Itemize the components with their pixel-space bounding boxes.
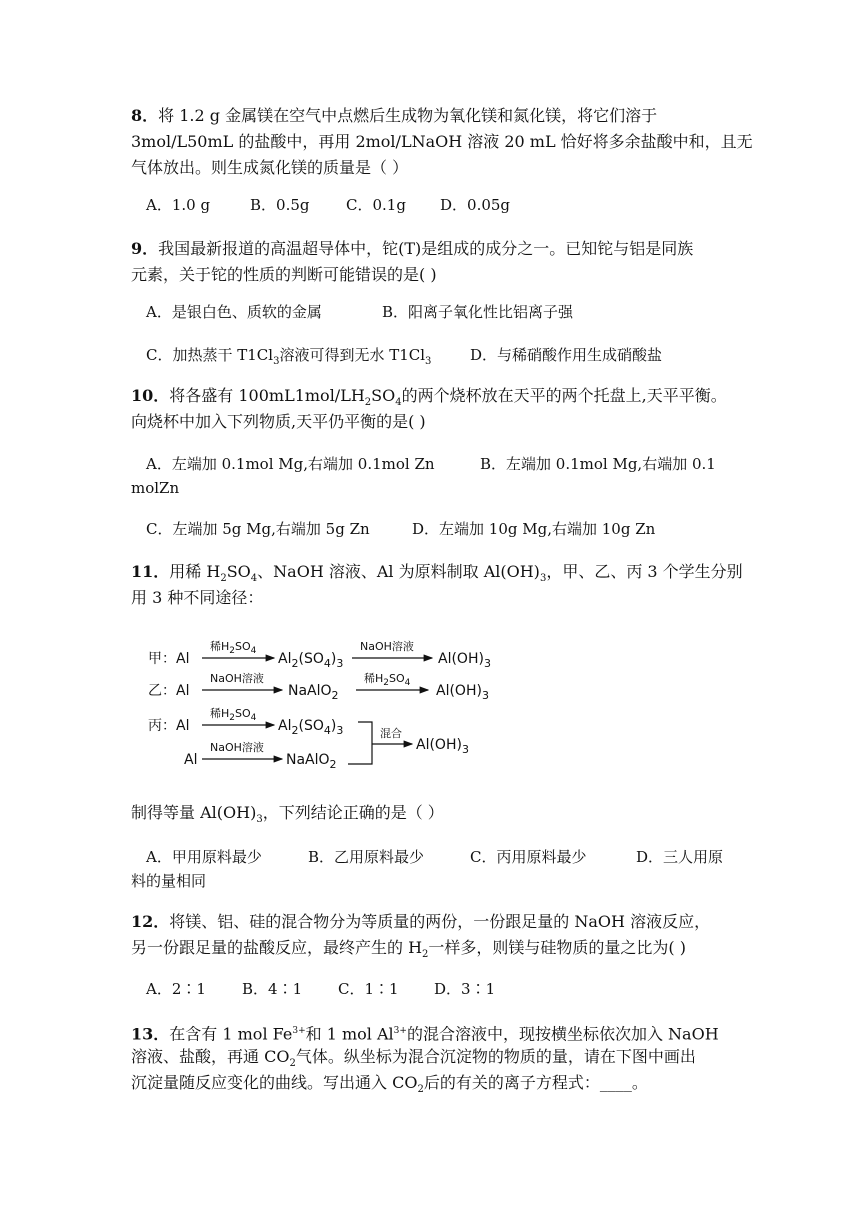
scheme-yi-product: $Al(OH)_3$ — [436, 683, 489, 702]
scheme-yi-reagent-2: 稀$H_2SO_4$ — [364, 672, 411, 688]
q8-option-a: A．1.0 g — [146, 196, 211, 214]
scheme-jia-reagent-1: 稀$H_2SO_4$ — [210, 640, 257, 656]
q8-line-3: 气体放出。则生成氮化镁的质量是（ ） — [131, 158, 409, 177]
q13-line-1: 13．在含有 1 mol $Fe^{3+}$和 1 mol $Al^{3+}$的混合溶液中，现按横坐标依次加入 NaOH — [131, 1024, 719, 1044]
q8-line-2: 3mol/L50mL 的盐酸中，再用 2mol/LNaOH 溶液 20 mL 恰好将多余盐酸中和，且无 — [131, 132, 753, 151]
scheme-yi-reagent-1: NaOH溶液 — [210, 672, 264, 685]
scheme-bing-label: 丙：Al — [148, 718, 190, 734]
q11-line-3: 制得等量 $Al(OH)_3$，下列结论正确的是（ ） — [131, 803, 444, 826]
scheme-bing-al-2: Al — [184, 752, 198, 768]
q12-option-d: D．3∶1 — [434, 980, 496, 998]
scheme-bing-intermediate-1: $Al_2(SO_4)_3$ — [278, 718, 344, 737]
scheme-bing-product: $Al(OH)_3$ — [416, 737, 469, 756]
q9-option-b: B．阳离子氧化性比铝离子强 — [382, 303, 574, 321]
q12-option-a: A．2∶1 — [146, 980, 206, 998]
q9-line-2: 元素，关于铊的性质的判断可能错误的是( ) — [131, 265, 437, 284]
scheme-merge-label: 混合 — [380, 727, 402, 740]
scheme-merge-bracket — [348, 722, 372, 764]
q9-option-d: D．与稀硝酸作用生成硝酸盐 — [470, 346, 663, 364]
q12-option-c: C．1∶1 — [338, 980, 399, 998]
q12-option-b: B．4∶1 — [242, 980, 303, 998]
q11-option-d-cont: 料的量相同 — [131, 872, 207, 890]
q11-line-2: 用 3 种不同途径： — [131, 588, 264, 607]
q10-option-d: D．左端加 10g Mg,右端加 10g Zn — [412, 520, 656, 538]
q12-line-1: 12．将镁、铝、硅的混合物分为等质量的两份，一份跟足量的 NaOH 溶液反应， — [131, 912, 711, 931]
q12-line-2: 另一份跟足量的盐酸反应，最终产生的 $H_2$一样多，则镁与硅物质的量之比为( ) — [131, 938, 686, 961]
q13-line-2: 溶液、盐酸，再通 $CO_2$气体。纵坐标为混合沉淀物的物质的量，请在下图中画出 — [131, 1047, 696, 1070]
q11-option-c: C．丙用原料最少 — [470, 848, 587, 866]
q8-number: 8． — [131, 106, 159, 125]
q10-option-b: B．左端加 0.1mol Mg,右端加 0.1 — [480, 455, 716, 473]
q10-option-a: A．左端加 0.1mol Mg,右端加 0.1mol Zn — [146, 455, 435, 473]
scheme-yi-label: 乙：Al — [148, 683, 190, 699]
q10-option-c: C．左端加 5g Mg,右端加 5g Zn — [146, 520, 370, 538]
q11-option-d: D．三人用原 — [636, 848, 724, 866]
q11-option-a: A．甲用原料最少 — [146, 848, 262, 866]
q10-option-b-cont: molZn — [131, 479, 180, 497]
q9-line-1: 9．我国最新报道的高温超导体中，铊(T)是组成的成分之一。已知铊与铝是同族 — [131, 239, 694, 258]
q8-option-b: B．0.5g — [250, 196, 310, 214]
q9-option-c: C．加热蒸干 $T1Cl_3$溶液可得到无水 $T1Cl_3$ — [146, 346, 432, 367]
scheme-jia-label: 甲：Al — [148, 651, 190, 667]
q13-line-3: 沉淀量随反应变化的曲线。写出通入 $CO_2$后的有关的离子方程式：____。 — [131, 1073, 648, 1096]
scheme-bing-reagent-2: NaOH溶液 — [210, 741, 264, 754]
scheme-jia-reagent-2: NaOH溶液 — [360, 640, 414, 653]
q11-number: 11． — [131, 562, 170, 581]
q8-line-1: 8．将 1.2 g 金属镁在空气中点燃后生成物为氧化镁和氮化镁，将它们溶于 — [131, 106, 658, 125]
q8-option-d: D．0.05g — [440, 196, 511, 214]
q9-number: 9． — [131, 239, 159, 258]
q10-line-2: 向烧杯中加入下列物质,天平仍平衡的是( ) — [131, 412, 426, 431]
scheme-jia-product: $Al(OH)_3$ — [438, 651, 491, 670]
q11-option-b: B．乙用原料最少 — [308, 848, 425, 866]
scheme-bing-reagent-1: 稀$H_2SO_4$ — [210, 707, 257, 723]
q10-line-1: 10．将各盛有 $100mL1mol/LH_2SO_4$的两个烧杯放在天平的两个托盘上,天平平衡。 — [131, 386, 727, 409]
q9-option-a: A．是银白色、质软的金属 — [146, 303, 322, 321]
scheme-jia-intermediate: $Al_2(SO_4)_3$ — [278, 651, 344, 670]
q8-option-c: C．0.1g — [346, 196, 406, 214]
q11-line-1: 11．用稀 $H_2SO_4$、NaOH 溶液、Al 为原料制取 $Al(OH)_3$，甲、乙、丙 3 个学生分别 — [131, 562, 743, 585]
q12-number: 12． — [131, 912, 170, 931]
scheme-yi-intermediate: NaAlO$_2$ — [288, 683, 339, 702]
q10-number: 10． — [131, 386, 170, 405]
q13-number: 13． — [131, 1024, 170, 1044]
reaction-scheme-diagram — [148, 638, 528, 778]
scheme-bing-intermediate-2: NaAlO$_2$ — [286, 752, 337, 771]
